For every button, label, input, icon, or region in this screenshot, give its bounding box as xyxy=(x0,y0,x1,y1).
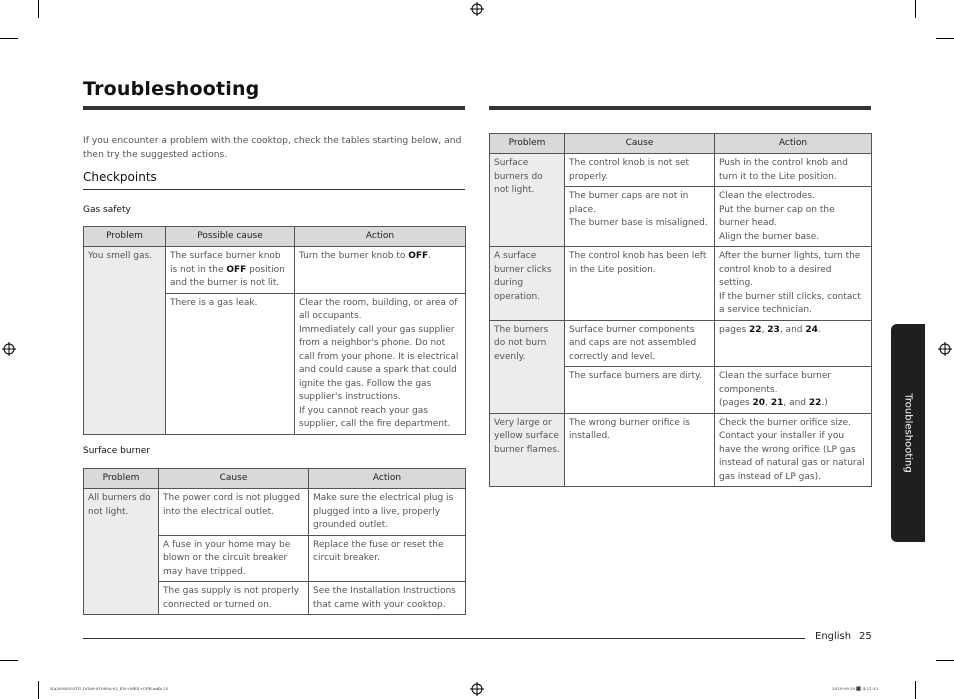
registration-mark-icon xyxy=(938,342,952,356)
problem-cell: All burners do not light. xyxy=(84,489,159,615)
print-file-info: NA30N6555TG_DG68-01089A-02_EN+MES+CFR.indb 25 xyxy=(50,686,169,691)
crop-mark xyxy=(936,38,954,39)
surface-burner-heading: Surface burner xyxy=(83,446,151,456)
side-tab-label: Troubleshooting xyxy=(902,393,914,473)
cause-cell: The control knob has been left in the Lite position. xyxy=(565,247,715,321)
header-action: Action xyxy=(309,469,466,489)
header-problem: Problem xyxy=(490,134,565,154)
cause-cell: Surface burner components and caps are not assembled correctly and level. xyxy=(565,320,715,367)
cause-cell: The burner caps are not in place. The burner base is misaligned. xyxy=(565,187,715,247)
cause-cell: The surface burner knob is not in the OFF position and the burner is not lit. xyxy=(166,247,295,294)
action-cell: Turn the burner knob to OFF. xyxy=(295,247,466,294)
section-side-tab xyxy=(891,324,925,542)
title-rule-right xyxy=(489,106,871,110)
header-problem: Problem xyxy=(84,227,166,247)
registration-mark-icon xyxy=(470,2,484,16)
registration-mark-icon xyxy=(2,342,16,356)
action-cell: Clear the room, building, or area of all occupants. Immediately call your gas supplier from a neighbor's phone. Do not call from your phone. It is electrical and could cause a spark that could ignite the gas. Follow the gas supplier's instructions. If you cannot reach your gas supplier, call the fire department. xyxy=(295,293,466,434)
footer-language: English xyxy=(815,631,852,642)
problem-cell: The burners do not burn evenly. xyxy=(490,320,565,413)
header-possible-cause: Possible cause xyxy=(166,227,295,247)
action-cell: After the burner lights, turn the control knob to a desired setting. If the burner still clicks, contact a service technician. xyxy=(715,247,872,321)
action-cell: Push in the control knob and turn it to the Lite position. xyxy=(715,154,872,187)
cause-cell: The gas supply is not properly connected or turned on. xyxy=(159,582,309,615)
action-cell: Clean the surface burner components. (pages 20, 21, and 22.) xyxy=(715,367,872,414)
print-date-info: 2019-09-29 ⬛ 4:21:33 xyxy=(832,686,879,691)
footer-page-number: 25 xyxy=(859,631,872,642)
action-cell: Check the burner orifice size. Contact your installer if you have the wrong orifice (LP gas instead of natural gas or natural gas instead of LP gas). xyxy=(715,413,872,487)
registration-mark-icon xyxy=(470,682,484,696)
problem-cell: You smell gas. xyxy=(84,247,166,435)
page-title: Troubleshooting xyxy=(83,78,260,100)
crop-mark xyxy=(936,660,954,661)
header-action: Action xyxy=(295,227,466,247)
crop-mark xyxy=(0,38,18,39)
header-cause: Cause xyxy=(565,134,715,154)
action-cell: Make sure the electrical plug is plugged into a live, properly grounded outlet. xyxy=(309,489,466,536)
footer-rule xyxy=(83,638,805,639)
intro-text: If you encounter a problem with the cooktop, check the tables starting below, and then try the suggested actions. xyxy=(83,135,462,160)
cause-cell: The power cord is not plugged into the electrical outlet. xyxy=(159,489,309,536)
surface-burner-table-continued xyxy=(489,133,872,487)
checkpoints-rule xyxy=(83,189,465,190)
header-cause: Cause xyxy=(159,469,309,489)
crop-mark xyxy=(915,681,916,699)
title-rule xyxy=(83,106,465,110)
surface-burner-table xyxy=(83,468,466,615)
problem-cell: Surface burners do not light. xyxy=(490,154,565,247)
cause-cell: There is a gas leak. xyxy=(166,293,295,434)
cause-cell: The wrong burner orifice is installed. xyxy=(565,413,715,487)
crop-mark xyxy=(0,660,18,661)
crop-mark xyxy=(915,0,916,18)
gas-safety-table xyxy=(83,226,466,435)
problem-cell: A surface burner clicks during operation. xyxy=(490,247,565,321)
checkpoints-heading: Checkpoints xyxy=(83,170,157,184)
action-cell: See the Installation Instructions that came with your cooktop. xyxy=(309,582,466,615)
cause-cell: A fuse in your home may be blown or the circuit breaker may have tripped. xyxy=(159,535,309,582)
cause-cell: The control knob is not set properly. xyxy=(565,154,715,187)
gas-safety-heading: Gas safety xyxy=(83,205,131,215)
action-cell: Clean the electrodes. Put the burner cap on the burner head. Align the burner base. xyxy=(715,187,872,247)
action-cell: pages 22, 23, and 24. xyxy=(715,320,872,367)
cause-cell: The surface burners are dirty. xyxy=(565,367,715,414)
header-problem: Problem xyxy=(84,469,159,489)
header-action: Action xyxy=(715,134,872,154)
action-cell: Replace the fuse or reset the circuit breaker. xyxy=(309,535,466,582)
crop-mark xyxy=(38,0,39,18)
crop-mark xyxy=(38,681,39,699)
problem-cell: Very large or yellow surface burner flames. xyxy=(490,413,565,487)
